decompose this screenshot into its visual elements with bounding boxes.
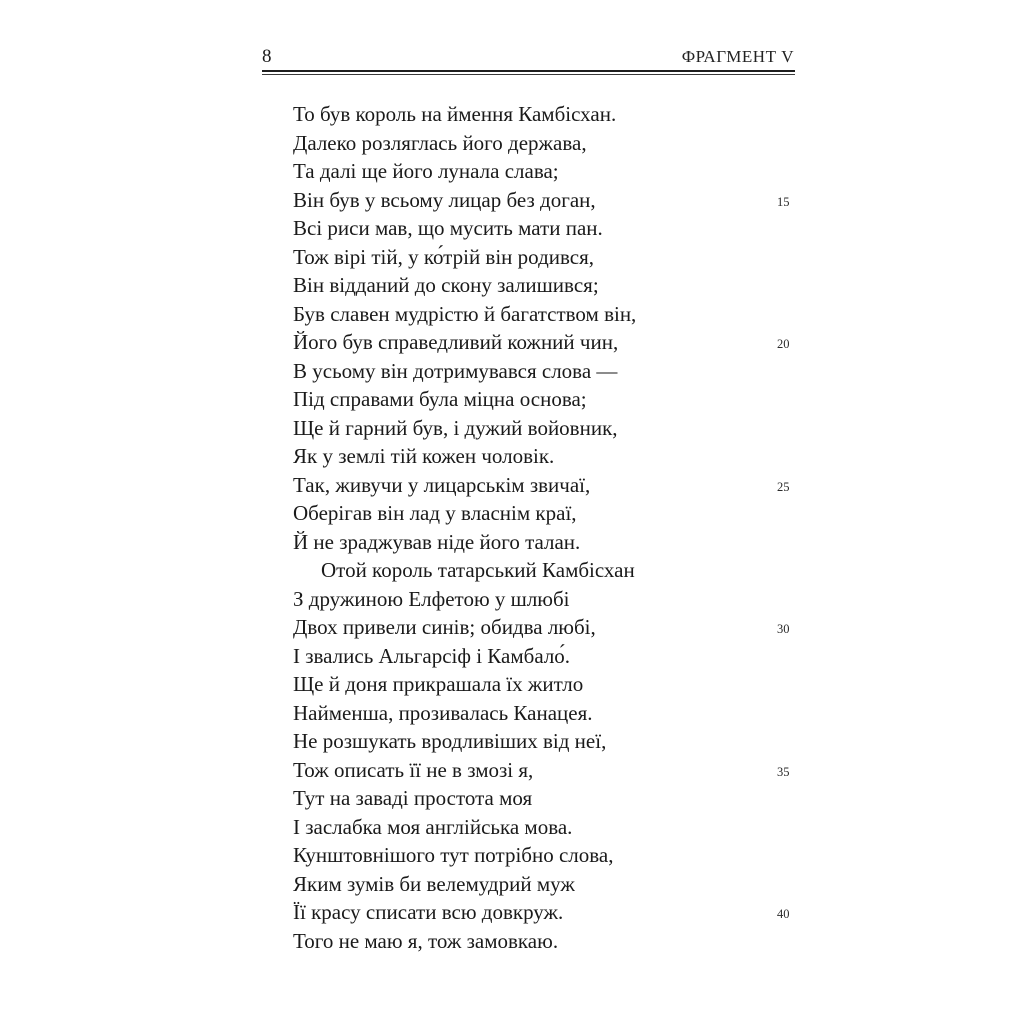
header-rule-thick (262, 70, 795, 72)
verse-text: Тож вірі тій, у ко́трій він родився, (293, 244, 595, 269)
verse-text: Як у землі тій кожен чоловік. (293, 444, 555, 468)
verse-text: В усьому він дотримувався слова — (293, 358, 618, 383)
verse-line (293, 471, 793, 500)
verse-line (293, 243, 793, 272)
verse-line (293, 585, 793, 614)
verse-text: То був король на ймення Камбісхан. (293, 102, 617, 126)
verse-text: Тож описать її не в змозі я, (293, 757, 534, 782)
verse-text: Так, живучи у лицарськім звичаї, (293, 472, 591, 497)
page-number: 8 (262, 46, 272, 67)
verse-line (293, 670, 793, 699)
line-number: 35 (777, 764, 790, 779)
verse-line (293, 927, 793, 956)
line-number: 30 (777, 622, 790, 636)
verse-text: Під справами була міцна основа; (293, 387, 587, 411)
verse-line (293, 357, 793, 386)
verse-text: Був славен мудрістю й багатством він, (293, 301, 637, 326)
line-number: 20 (777, 337, 790, 351)
verse-text: Оберігав він лад у власнім краї, (293, 501, 577, 525)
verse-text: Ще й доня прикрашала їх житло (293, 672, 584, 696)
verse-text: Її красу списати всю довкруж. (293, 900, 564, 924)
line-number: 15 (777, 194, 790, 209)
verse-text: Кунштовнішого тут потрібно слова, (293, 843, 614, 867)
verse-line (293, 556, 793, 585)
verse-line (293, 414, 793, 443)
verse-line (293, 328, 793, 357)
verse-line (293, 214, 793, 243)
verse-text: Він відданий до скону залишився; (293, 273, 599, 297)
verse-line (293, 499, 793, 528)
verse-text: Й не зраджував ніде його талан. (293, 529, 581, 554)
verse-text: Яким зумів би велемудрий муж (293, 871, 575, 896)
verse-text: Його був справедливий кожний чин, (293, 330, 619, 354)
verse-line (293, 642, 793, 671)
verse-text: І звались Альгарсіф і Камбало́. (293, 643, 571, 668)
verse-line (293, 813, 793, 842)
verse-text: З дружиною Елфетою у шлюбі (293, 586, 570, 611)
verse-line (293, 385, 793, 414)
verse-line (293, 784, 793, 813)
verse-line (293, 841, 793, 870)
verse-text: І заслабка моя англійська мова. (293, 814, 573, 839)
verse-line (293, 442, 793, 471)
running-title: ФРАГМЕНТ V (681, 47, 794, 66)
verse-line (293, 870, 793, 899)
running-head (262, 46, 794, 70)
verse-text: Всі риси мав, що мусить мати пан. (293, 216, 603, 240)
verse-text: Отой король татарський Камбісхан (321, 558, 635, 582)
line-number: 40 (777, 907, 790, 921)
verse-text: Тут на заваді простота моя (293, 786, 533, 810)
verse-line (293, 157, 793, 186)
verse-line (293, 300, 793, 329)
poem-body (293, 100, 793, 955)
verse-line (293, 756, 793, 785)
verse-text: Не розшукать вродливіших від неї, (293, 729, 607, 753)
verse-text: Двох привели синів; обидва любі, (293, 615, 596, 639)
verse-line (293, 271, 793, 300)
verse-line (293, 727, 793, 756)
verse-line (293, 186, 793, 215)
verse-line (293, 898, 793, 927)
verse-text: Він був у всьому лицар без доган, (293, 187, 596, 212)
verse-line (293, 129, 793, 158)
verse-text: Того не маю я, тож замовкаю. (293, 928, 559, 953)
verse-line (293, 100, 793, 129)
verse-line (293, 613, 793, 642)
verse-line (293, 699, 793, 728)
header-double-rule (262, 70, 795, 75)
verse-text: Ще й гарний був, і дужий войовник, (293, 415, 618, 440)
verse-text: Найменша, прозивалась Канацея. (293, 700, 593, 725)
line-number: 25 (777, 479, 790, 494)
verse-text: Та далі ще його лунала слава; (293, 159, 559, 183)
header-rule-thin (262, 74, 795, 75)
verse-text: Далеко розляглась його держава, (293, 130, 587, 155)
verse-line (293, 528, 793, 557)
